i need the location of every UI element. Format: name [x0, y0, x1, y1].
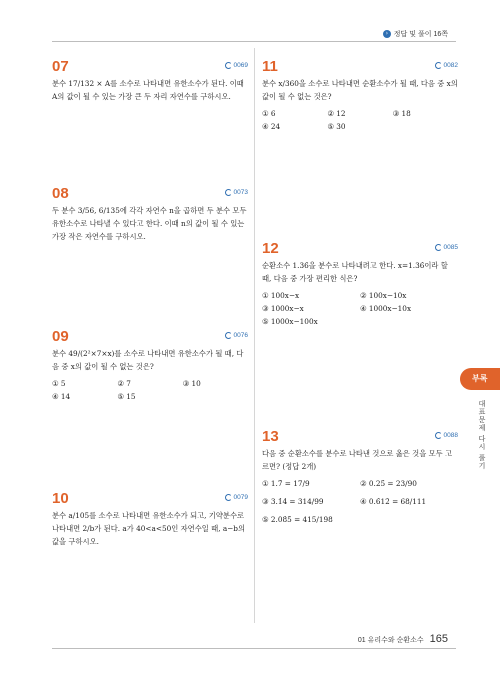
header [383, 29, 448, 39]
problem-text: 순환소수 1.36̇을 분수로 나타내려고 한다. x=1.36̇이라 할 때, 다음 중 가장 편리한 식은? [262, 261, 448, 283]
problem-number: 07 [52, 58, 69, 75]
choice: ③ 18 [392, 109, 411, 118]
choice: ② 7 [117, 379, 131, 388]
problem-text: 분수 a/105를 소수로 나타내면 유한소수가 되고, 기약분수로 나타내면 2/b가 된다. a가 40<a<50인 자연수일 때, a−b의 값을 구하시오. [52, 511, 246, 546]
problem-number: 13 [262, 428, 279, 445]
choice: ① 100x−x [262, 291, 300, 300]
header-label: 정답 및 풀이 16쪽 [393, 31, 448, 38]
bottom-divider [52, 648, 456, 649]
column-divider [254, 48, 255, 623]
footer [358, 633, 448, 645]
arrow-icon: › [383, 30, 391, 38]
choice: ③ 3.1̇4̇ = 314/99 [262, 497, 324, 506]
problem-code: 0082 [435, 62, 458, 69]
choice: ③ 1000x−x [262, 304, 304, 313]
choice: ① 1.7̇ = 17/9 [262, 479, 310, 488]
choices [52, 377, 248, 403]
choice: ⑤ 1000x−100x [262, 317, 318, 326]
problem-07 [52, 58, 248, 103]
choices [262, 477, 458, 526]
problem-code: 0085 [435, 244, 458, 251]
refresh-icon [225, 494, 232, 501]
problem-number: 11 [262, 58, 278, 75]
problem-code: 0069 [225, 62, 248, 69]
choice: ④ 1000x−10x [360, 304, 412, 313]
problem-text: 분수 49/(2²×7×x)를 소수로 나타내면 유한소수가 될 때, 다음 중 x의 값이 될 수 없는 것은? [52, 349, 244, 371]
problem-11 [262, 58, 458, 133]
problem-number: 09 [52, 328, 69, 345]
choice: ② 0.25̇ = 23/90 [360, 479, 417, 488]
problem-code: 0073 [225, 189, 248, 196]
problem-number: 10 [52, 490, 69, 507]
problem-code: 0076 [225, 332, 248, 339]
top-divider [52, 41, 456, 42]
choices [262, 107, 458, 133]
problem-code: 0079 [225, 494, 248, 501]
choice: ① 6 [262, 109, 276, 118]
chapter-title: 01 유리수와 순환소수 [357, 637, 424, 644]
choices [262, 289, 458, 328]
problem-text: 두 분수 3/56, 6/135에 각각 자연수 n을 곱하면 두 분수 모두 유한소수로 나타낼 수 있다고 한다. 이때 n의 값이 될 수 있는 가장 작은 자연수를 구하시오. [52, 206, 247, 241]
problem-text: 다음 중 순환소수를 분수로 나타낸 것으로 옳은 것을 모두 고르면? (정답 2개) [262, 449, 453, 471]
refresh-icon [225, 189, 232, 196]
problem-text: 분수 x/360을 소수로 나타내면 순환소수가 될 때, 다음 중 x의 값이 될 수 없는 것은? [262, 79, 458, 101]
choice: ④ 14 [52, 392, 71, 401]
refresh-icon [435, 432, 442, 439]
problem-10 [52, 490, 248, 548]
choice: ② 100x−10x [360, 291, 407, 300]
refresh-icon [435, 244, 442, 251]
choice: ③ 10 [182, 379, 201, 388]
choice: ④ 24 [262, 122, 281, 131]
side-section-title: 대표문제 다시 풀기 [478, 400, 485, 470]
problem-code: 0088 [435, 432, 458, 439]
problem-09 [52, 328, 248, 403]
problem-text: 분수 17/132 × A를 소수로 나타내면 유한소수가 된다. 이때 A의 값이 될 수 있는 가장 큰 두 자리 자연수를 구하시오. [52, 79, 244, 101]
choice: ① 5 [52, 379, 66, 388]
refresh-icon [435, 62, 442, 69]
problem-number: 12 [262, 240, 279, 257]
refresh-icon [225, 62, 232, 69]
choice: ⑤ 30 [327, 122, 346, 131]
problem-12 [262, 240, 458, 328]
choice: ⑤ 15 [117, 392, 136, 401]
problem-13 [262, 428, 458, 526]
problem-number: 08 [52, 185, 69, 202]
choice: ⑤ 2.08̇5̇ = 415/198 [262, 515, 333, 524]
choice: ④ 0.6̇12̇ = 68/111 [360, 497, 427, 506]
side-tab[interactable]: 부록 [460, 368, 500, 390]
refresh-icon [225, 332, 232, 339]
choice: ② 12 [327, 109, 346, 118]
problem-08 [52, 185, 248, 243]
page-number: 165 [429, 633, 448, 645]
